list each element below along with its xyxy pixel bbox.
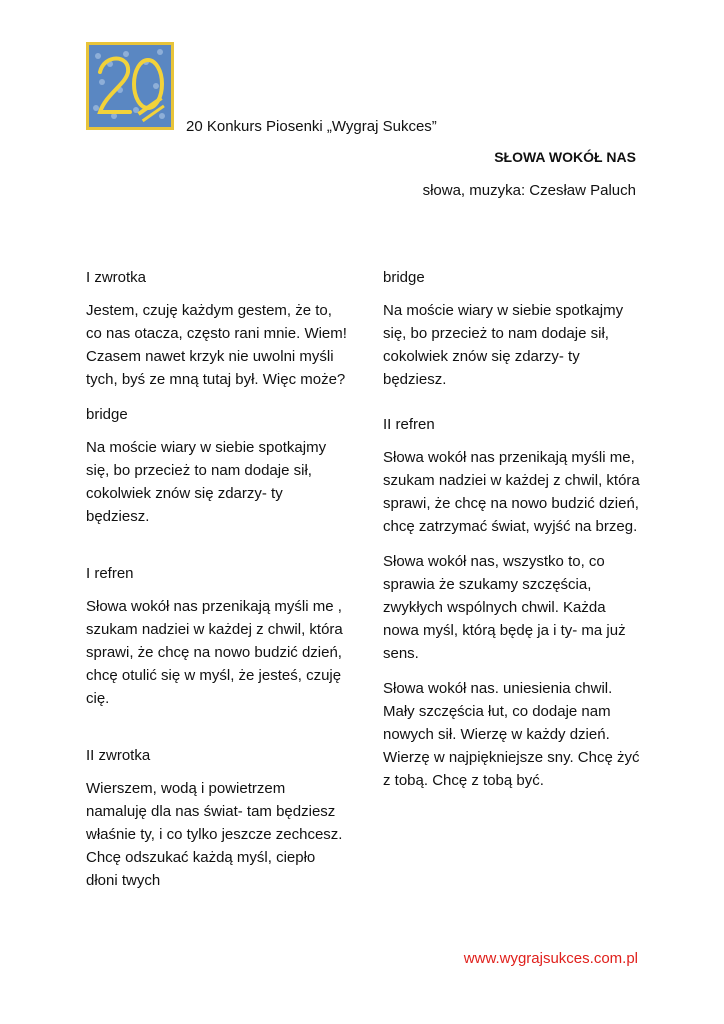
verse-1-text: Jestem, czuję każdym gestem, że to, co nas otacza, często rani mnie. Wiem! Czasem nawet krzyk nie uwolni myśli tych, byś ze mną tutaj był. Więc może?: [86, 302, 347, 388]
bridge-2-text: Na moście wiary w siebie spotkajmy się, bo przecież to nam dodaje sił, cokolwiek znów się zdarzy- ty będziesz.: [383, 302, 624, 388]
chorus-1-label: I refren: [86, 565, 134, 582]
contest-20-logo-icon: [86, 42, 174, 130]
bridge-1-text: Na moście wiary w siebie spotkajmy się, bo przecież to nam dodaje sił, cokolwiek znów się zdarzy- ty będziesz.: [86, 439, 327, 525]
verse-2-label: II zwrotka: [86, 747, 151, 764]
bridge-2-label: bridge: [383, 269, 425, 286]
chorus-2-paragraph-1: Słowa wokół nas przenikają myśli me, szukam nadziei w każdej z chwil, która sprawi, że chcę na nowo budzić dzień, chcę zatrzymać świat, wyjść na brzeg.: [383, 449, 640, 535]
lyrics-right-column: [383, 266, 645, 804]
song-title: SŁOWA WOKÓŁ NAS: [494, 149, 636, 165]
chorus-2-paragraph-2: Słowa wokół nas, wszystko to, co sprawia że szukamy szczęścia, zwykłych wspólnych chwil. Każda nowa myśl, którą będę ja i ty- ma już sens.: [383, 553, 626, 662]
verse-2-text: Wierszem, wodą i powietrzem namaluję dla nas świat- tam będziesz właśnie ty, i co tylko jeszcze zechcesz. Chcę odszukać każdą myśl, ciepło dłoni twych: [86, 780, 343, 889]
chorus-2-label: II refren: [383, 416, 435, 433]
verse-1-label: I zwrotka: [86, 269, 147, 286]
chorus-1-text: Słowa wokół nas przenikają myśli me , szukam nadziei w każdej z chwil, która sprawi, że chcę na nowo budzić dzień, chcę otulić się w myśl, że jesteś, czuję cię.: [86, 598, 343, 707]
contest-title: 20 Konkurs Piosenki „Wygraj Sukces”: [186, 118, 437, 135]
website-link[interactable]: www.wygrajsukces.com.pl: [463, 950, 638, 967]
chorus-2-paragraph-3: Słowa wokół nas. uniesienia chwil. Mały szczęścia łut, co dodaje nam nowych sił. Wierzę w każdy dzień. Wierzę w najpiękniejsze sny. Chcę żyć z tobą. Chcę z tobą być.: [383, 680, 640, 789]
lyrics-left-column: [86, 266, 348, 904]
bridge-1-label: bridge: [86, 406, 128, 423]
song-credits: słowa, muzyka: Czesław Paluch: [422, 182, 636, 199]
